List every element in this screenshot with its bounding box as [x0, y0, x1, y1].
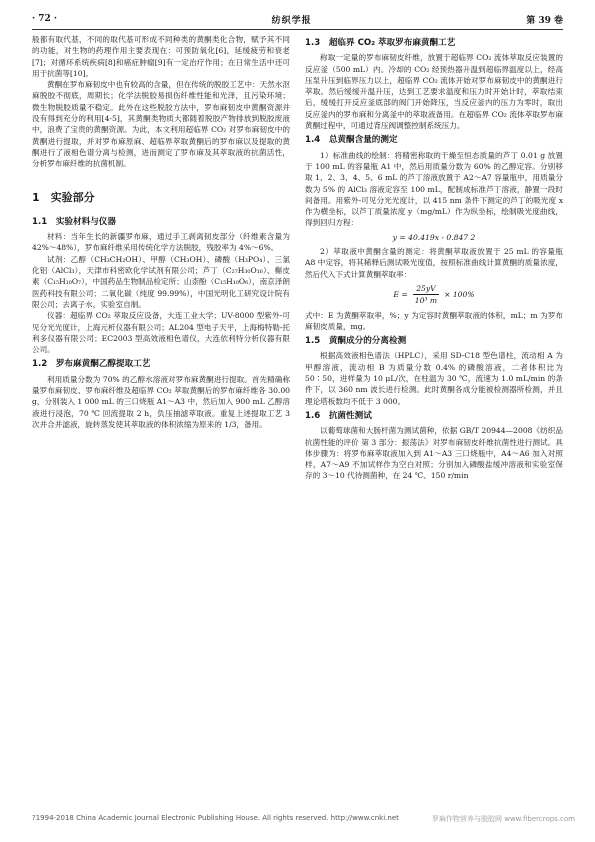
equation-fraction [412, 283, 440, 307]
watermark-text: 罗麻作物营养与脱胶网 www.fibercrops.com [432, 815, 575, 823]
equation-numerator: 25yV [413, 283, 438, 295]
paragraph-supercritical: 称取一定量的罗布麻韧皮纤维，放置于超临界 CO₂ 流体萃取反应装置的反应釜（500 mL）内。冷却的 CO₂ 经预热器升温到超临界温度以上，经高压泵升压到临界压力以上，超临界 CO₂ 流体开始对罗布麻韧皮中的黄酮进行萃取。然后缓缓升温升压，达到工艺要求温度和压力时开始计时，萃取结束后，缓缓打开反应釜底部的阀门开始降压，当反应釜内的压力为零时，取出反应釜内的罗布麻和分离釜中的萃取液备用。在超临界 CO₂ 流体萃取罗布麻黄酮过程中，可通过背压阀调整控制系统压力。 [305, 53, 563, 131]
paragraph-intro-2: 黄酮在罗布麻韧皮中也有较高的含量，但在传统的脱胶工艺中：天然水沤麻脱胶不彻底，周期长；化学法脱胶易损伤纤维性能和光泽，且污染环境；微生物脱胶质量不稳定。此外在这些脱胶方法中，罗布麻韧皮中黄酮资源并没有得到充分的利用[4-5]，其黄酮类物质大都随着脱胶产物排放到脱胶废液中，浪费了宝贵的黄酮资源。为此，本文利用超临界 CO₂ 对罗布麻韧皮中的黄酮进行提取，并对罗布麻原麻、超临界萃取黄酮后的罗布麻以及提取的黄酮进行了液相色谱分离与检测，进而测定了罗布麻及其萃取液的抗菌活性，分析罗布麻纤维的抗菌机制。 [32, 80, 290, 169]
paragraph-instruments: 仪器：超临界 CO₂ 萃取反应设备，大连工业大学；UV-8000 型紫外-可见分光光度计，上海元析仪器有限公司；AL204 型电子天平，上海梅特勒-托利多仪器有限公司；EC2003 型高效液相色谱仪，大连依利特分析仪器有限公司。 [32, 311, 290, 355]
volume-label: 第 39 卷 [526, 15, 563, 26]
equation-lhs: E = [393, 290, 408, 300]
subsection-title-1-4: 1.4 总黄酮含量的测定 [305, 135, 398, 146]
right-column [305, 34, 563, 482]
extraction-rate-equation [305, 283, 563, 307]
page-number: · 72 · [32, 14, 58, 24]
paragraph-intro-1: 般都有取代基，不同的取代基可形成不同种类的黄酮类化合物，赋予其不同的功能，对生物的药理作用主要表现在：可预防氧化[6]，延缓疲劳和衰老[7]；对循环系统疾病[8]和癌症肿瘤[9]有一定治疗作用；在日常生活中还可用于抗菌等[10]。 [32, 35, 290, 78]
header-rule [32, 29, 563, 30]
paragraph-materials: 材料：当年生长的新疆罗布麻，通过手工剥离韧皮部分（纤维素含量为 42%～48%），罗布麻纤维采用传统化学方法脱胶，残胶率为 4%～6%。 [32, 232, 290, 253]
paragraph-measurement: 2）萃取液中黄酮含量的测定：将黄酮萃取液放置于 25 mL 的容量瓶 A8 中定容，将其稀释后测试吸光度值，按照标准曲线计算黄酮的质量浓度，然后代入下式计算黄酮萃取率： [305, 247, 563, 279]
left-column [32, 34, 290, 430]
page-header [32, 10, 563, 28]
page-footer [32, 814, 575, 824]
paragraph-reagents: 试剂：乙醇（CH₃CH₂OH）、甲醇（CH₃OH）、磷酸（H₃PO₄）、三氯化铝（AlCl₃），天津市科密欧化学试剂有限公司；芦丁（C₂₇H₃₀O₁₆）、槲皮素（C₁₅H₁₀O₇），中国药品生物制品检定所；山柰酚（C₁₅H₁₀O₆），南京泽朗医药科技有限公司；二氧化碳（纯度 99.99%），中国光明化工研究设计院有限公司；去离子水，实验室自制。 [32, 254, 290, 309]
journal-name: 纺织学报 [271, 15, 312, 26]
paragraph-equation-note: 式中：E 为黄酮萃取率，%；y 为定容时黄酮萃取液的体积，mL；m 为罗布麻韧皮质量，mg。 [305, 310, 563, 331]
section-title-experiment: 1 实验部分 [32, 190, 95, 204]
equation-rhs: × 100% [444, 290, 475, 300]
subsection-title-1-2: 1.2 罗布麻黄酮乙醇提取工艺 [32, 359, 151, 370]
subsection-title-1-6: 1.6 抗菌性测试 [305, 410, 372, 421]
subsection-title-1-3: 1.3 超临界 CO₂ 萃取罗布麻黄酮工艺 [305, 38, 456, 48]
equation-denominator: 10³ m [414, 296, 438, 306]
copyright-notice: ?1994-2018 China Academic Journal Electronic Publishing House. All rights reserved. http://www.cnki.net [32, 814, 399, 822]
paragraph-antibacterial: 以葡萄球菌和大肠杆菌为测试菌种，依据 GB/T 20944—2008《纺织品 抗菌性能的评价 第 3 部分：振荡法》对罗布麻韧皮纤维抗菌性进行测试。具体步骤为：将罗布麻萃取液加入到 A1～A3 三口烧瓶中，A4～A6 加入对照样，A7～A9 不加试样作为空白对照；分别加入磷酸盐缓冲溶液和实验室保存的 3～10 代待测菌种，在 24 ℃、150 r/min [305, 426, 563, 481]
regression-equation: y = 40.419x - 0.847 2 [392, 232, 476, 242]
paragraph-hplc: 根据高效液相色谱法（HPLC），采用 SD-C18 型色谱柱，流动相 A 为甲醇溶液，流动相 B 为质量分数 0.4% 的磷酸溶液，二者体积比为 50∶50，进样量为 10 μL/次，在柱温为 30 ℃，流速为 1.0 mL/min 的条件下，以 360 nm 波长进行检测。此时黄酮各成分能被检测器所检测，并且理论塔板数均不低于 3 000。 [305, 351, 563, 406]
subsection-title-1-5: 1.5 黄酮成分的分离检测 [305, 336, 407, 347]
subsection-title-1-1: 1.1 实验材料与仪器 [32, 216, 116, 227]
paragraph-standard-curve: 1）标准曲线的绘制：将精密称取的干燥至恒态质量的芦丁 0.01 g 放置于 100 mL 的容量瓶 A1 中，然后用质量分数为 60% 的乙醇定容。分别移取 1、2、3、4、5、6 mL 的芦丁溶液放置于 A2～A7 容量瓶中，用质量分数为 5% 的 AlCl₃ 溶液定容至 100 mL，配制成标准芦丁溶液，静置一段时间备用。用紫外-可见分光光度计，以 415 nm 条件下测定的芦丁的吸光度 x 作为横坐标，以芦丁质量浓度 y（mg/mL）作为纵坐标，绘制吸光度曲线，得到回归方程： [305, 150, 563, 228]
paragraph-ethanol-extraction: 利用质量分数为 70% 的乙醇水溶液对罗布麻黄酮进行提取。首先精确称量罗布麻韧皮、罗布麻纤维及超临界 CO₂ 萃取黄酮后的罗布麻纤维各 30.00 g，分别装入 1 000 mL 的三口烧瓶 A1～A3 中，然后加入 900 mL 乙醇溶液进行浸泡，70 ℃ 回流提取 2 h，负压抽滤萃取液。重复上述提取工艺 3 次并合并滤液，旋转蒸发使其萃取液的体积浓缩为原来的 1/3，备用。 [32, 374, 290, 429]
